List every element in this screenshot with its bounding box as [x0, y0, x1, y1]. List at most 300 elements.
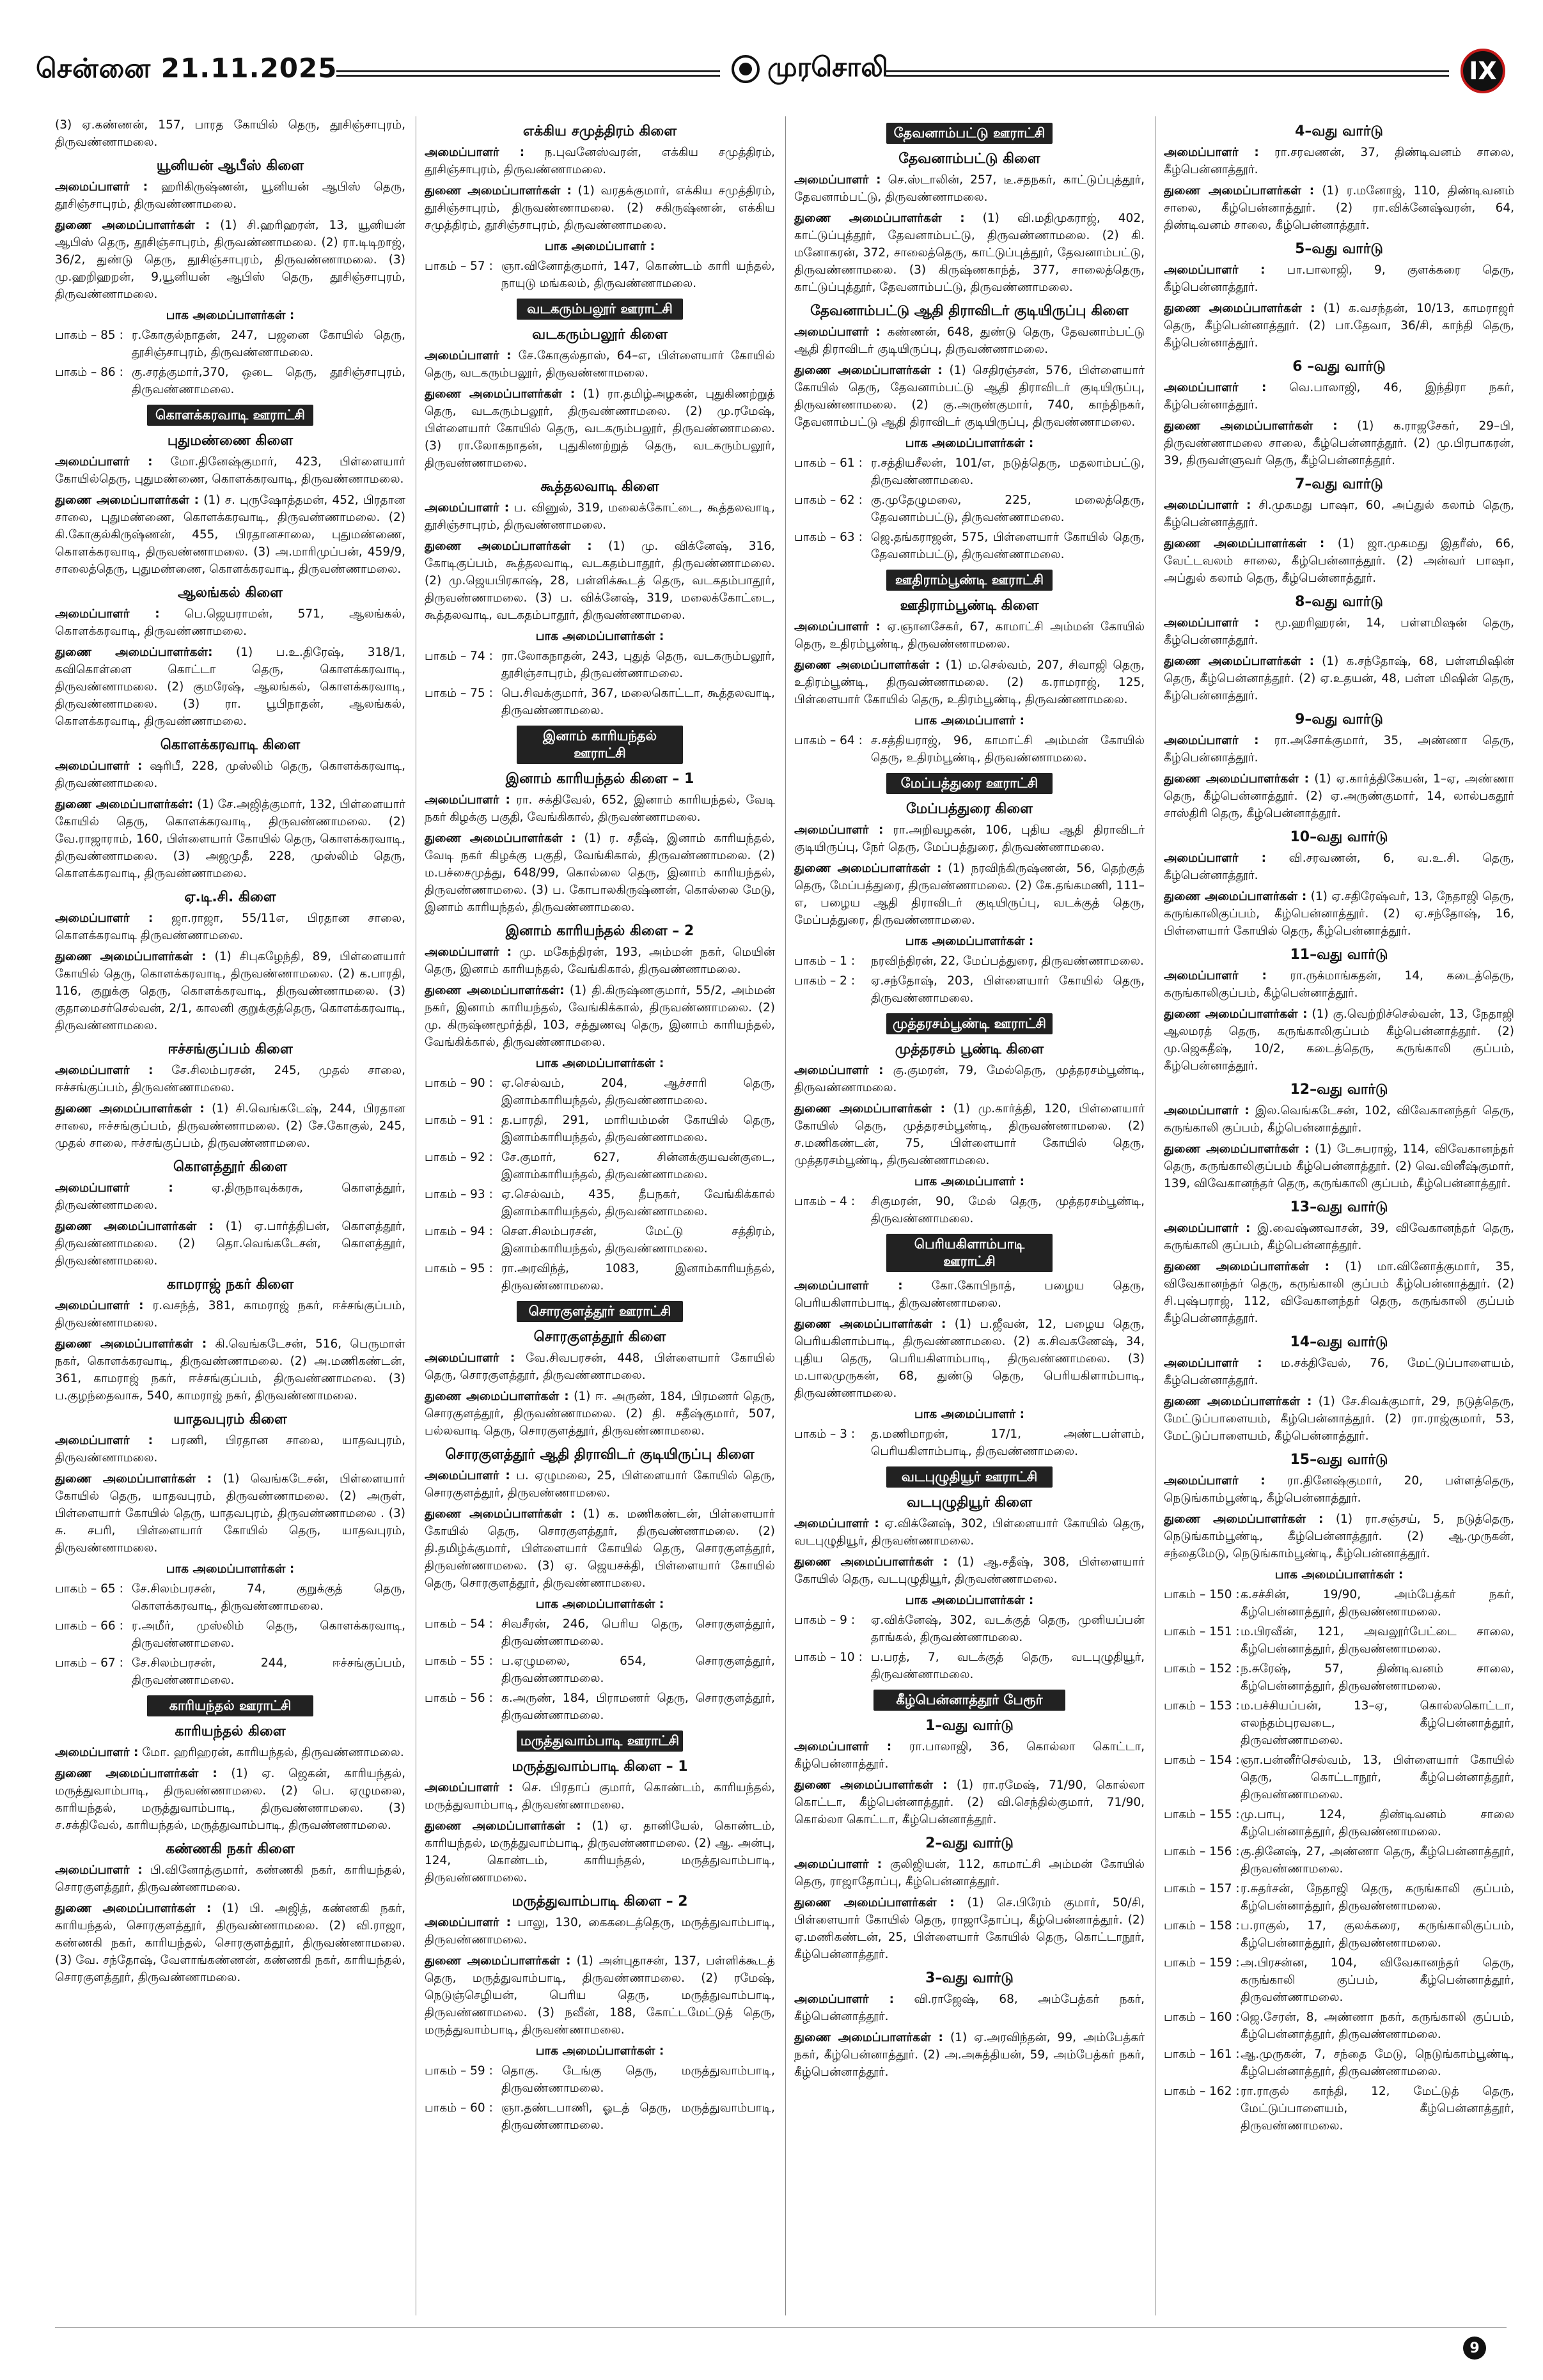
role-label: துணை அமைப்பாளர்கள் :	[55, 1337, 207, 1351]
role-label: துணை அமைப்பாளர்கள் :	[55, 1472, 212, 1486]
booth-entry	[1164, 2083, 1514, 2135]
organizer-paragraph	[794, 1062, 1145, 1096]
booth-entry	[55, 327, 405, 361]
organizer-details: (1) சிபுகழேந்தி, 89, பிள்ளையார் கோயில் தெரு, கொளக்கரவாடி, திருவண்ணாமலை. (2) க.பாரதி, 116, குறுக்கு தெரு, கொளக்கரவாடி, திருவண்ணாமலை. (3) குதாமைசர்செல்வன், 2/1, காலனி குறுக்குத்தெரு, கொளக்கரவாடி, திருவண்ணாமலை.	[55, 950, 405, 1032]
organizer-details: (1) க. மணிகண்டன், பிள்ளையார் கோயில் தெரு, சொரகுளத்தூர், திருவண்ணாமலை. (2) தி.தமிழ்க்குமார், பிள்ளையார் கோயில் தெரு, சொரகுளத்தூர், திருவண்ணாமலை. (3) ஏ. ஜெயசக்தி, பிள்ளையார் கோயில் தெரு, சொரகுளத்தூர், திருவண்ணாமலை.	[425, 1507, 775, 1590]
subsection-heading: பாக அமைப்பாளர்கள் :	[1274, 1568, 1404, 1582]
booth-entry	[425, 1615, 775, 1650]
organizer-paragraph	[55, 1744, 405, 1761]
booth-number: பாகம் – 67 :	[55, 1656, 123, 1670]
subsection-heading: பாக அமைப்பாளர்கள் :	[905, 935, 1034, 948]
branch-heading: 4–வது வார்டு	[1295, 123, 1383, 139]
role-label: அமைப்பாளர் :	[794, 325, 881, 339]
section-banner: கொளக்கரவாடி ஊராட்சி	[147, 405, 313, 426]
booth-number: பாகம் – 159 :	[1164, 1956, 1240, 1970]
branch-heading: 3–வது வார்டு	[925, 1970, 1014, 1986]
role-label: துணை அமைப்பாளர்கள் :	[794, 1778, 948, 1792]
organizer-details: (1) ஈ. அருண், 184, பிரமணர் தெரு, சொரகுளத்தூர், திருவண்ணாமலை. (2) தி. சதீஷ்குமார், 507, பல்லவாடி தெரு, சொரகுளத்தூர், திருவண்ணாமலை.	[425, 1390, 775, 1438]
organizer-paragraph	[794, 657, 1145, 708]
booth-entry	[1164, 1843, 1514, 1878]
booth-entry	[794, 1193, 1145, 1227]
section-banner: காரியந்தல் ஊராட்சி	[147, 1695, 313, 1716]
organizer-paragraph	[55, 453, 405, 488]
organizer-details: (1) க.வசந்தன், 10/13, காமராஜர் தெரு, கீழ்பென்னாத்தூர். (2) பா.தேவா, 36/சி, காந்தி தெரு, கீழ்பென்னாத்தூர்.	[1164, 302, 1514, 350]
role-label: அமைப்பாளர் :	[55, 759, 143, 773]
booth-organizer: நரவிந்திரன், 22, மேப்பத்துரை, திருவண்ணாமலை.	[871, 954, 1144, 968]
booth-entry	[55, 1617, 405, 1652]
branch-heading: கொளத்தூர் கிளை	[173, 1159, 287, 1175]
organizer-details: (1) ரா.ரமேஷ், 71/90, கொல்லா கொட்டா, கீழ்பென்னாத்தூர். (2) வி.செந்தில்குமார், 71/90, கொல்லா கொட்டா, கீழ்பென்னாத்தூர்.	[794, 1778, 1145, 1826]
role-label: துணை அமைப்பாளர்கள்:	[55, 798, 194, 811]
role-label: அமைப்பாளர் :	[794, 173, 881, 187]
booth-entry	[425, 1223, 775, 1257]
section-banner: மருத்துவாம்பாடி ஊராட்சி	[517, 1731, 683, 1752]
branch-heading: மேப்பத்துரை கிளை	[905, 801, 1033, 817]
subsection-heading: பாக அமைப்பாளர் :	[914, 1175, 1025, 1188]
organizer-paragraph	[1164, 888, 1514, 940]
role-label: துணை அமைப்பாளர்கள் :	[1164, 1142, 1310, 1156]
organizer-paragraph	[425, 499, 775, 534]
role-label: அமைப்பாளர் :	[1164, 1474, 1265, 1488]
role-label: துணை அமைப்பாளர்கள் :	[425, 1390, 569, 1403]
booth-organizer: கு.சரத்குமார்,370, ஒடை தெரு, தூசிஞ்சாபுரம், திருவண்ணாமலை.	[132, 366, 405, 396]
organizer-details: வி.சரவணன், 6, வ.உ.சி. தெரு, கீழ்பென்னாத்தூர்.	[1164, 852, 1514, 882]
organizer-details: (1) ஏ.பார்த்திபன், கொளத்தூர், திருவண்ணாமலை. (2) தொ.வெங்கடேசன், கொளத்தூர், திருவண்ணாமலை.	[55, 1220, 405, 1268]
organizer-details: ரா.ருக்மாங்கதன், 14, கடைத்தெரு, கருங்காலிகுப்பம், கீழ்பென்னாத்தூர்.	[1164, 969, 1514, 1000]
branch-heading: வடபுழுதியூர் கிளை	[906, 1495, 1033, 1511]
booth-number: பாகம் – 4 :	[794, 1195, 856, 1208]
organizer-paragraph	[425, 385, 775, 472]
role-label: துணை அமைப்பாளர்கள் :	[794, 2031, 943, 2044]
organizer-details: ஷரிபீ, 228, முஸ்லிம் தெரு, கொளக்கரவாடி, திருவண்ணாமலை.	[55, 759, 405, 790]
organizer-paragraph	[425, 144, 775, 178]
organizer-details: பரணி, பிரதான சாலை, யாதவபுரம், திருவண்ணாமலை.	[55, 1434, 405, 1465]
column-1	[55, 116, 405, 2315]
role-label: அமைப்பாளர் :	[55, 455, 153, 469]
organizer-details: மோ.தினேஷ்குமார், 423, பிள்ளையார் கோயில்தெரு, புதுமண்ணை, கொளக்கரவாடி, திருவண்ணாமலை.	[55, 455, 405, 486]
role-label: அமைப்பாளர் :	[55, 1064, 153, 1077]
organizer-paragraph	[794, 1991, 1145, 2025]
organizer-paragraph	[55, 1335, 405, 1404]
booth-organizer: கு.முதேழுமலை, 225, மலைத்தெரு, தேவனாம்பட்டு, திருவண்ணாமலை.	[871, 494, 1145, 524]
role-label: துணை அமைப்பாளர்கள் :	[425, 184, 572, 198]
role-label: துணை அமைப்பாளர்கள்:	[55, 646, 213, 659]
booth-number: பாகம் – 85 :	[55, 329, 123, 342]
masthead	[36, 51, 1507, 92]
organizer-details: ரா.தினேஷ்குமார், 20, பள்ளத்தெரு, நெடுங்காம்பூண்டி, கீழ்பென்னாத்தூர்.	[1164, 1474, 1514, 1505]
organizer-paragraph	[1164, 497, 1514, 531]
organizer-paragraph	[794, 1738, 1145, 1773]
section-banner: வடபுழுதியூர் ஊராட்சி	[886, 1466, 1053, 1488]
organizer-paragraph	[1164, 653, 1514, 704]
organizer-details: ஏ.விக்னேஷ், 302, பிள்ளையார் கோயில் தெரு, வடபுழுதியூர், திருவண்ணாமலை.	[794, 1517, 1145, 1548]
role-label: அமைப்பாளர் :	[55, 1863, 143, 1877]
organizer-paragraph	[55, 1062, 405, 1096]
branch-heading: சொரகுளத்தூர் கிளை	[533, 1329, 666, 1345]
booth-entry	[55, 364, 405, 398]
section-banner: சொரகுளத்தூர் ஊராட்சி	[517, 1301, 683, 1322]
organizer-details: பாலு, 130, கைகடைத்தெரு, மருத்துவாம்பாடி, திருவண்ணாமலை.	[425, 1916, 775, 1947]
organizer-details: (1) ப.ஜீவன், 12, பழைய தெரு, பெரியகிளாம்பாடி, திருவண்ணாமலை. (2) க.சிவகணேஷ், 34, புதிய தெரு, பெரியகிளாம்பாடி, திருவண்ணாமலை. (3) ம.பாலமுருகன், 68, துண்டு தெரு, பெரியகிளாம்பாடி, திருவண்ணாமலை.	[794, 1318, 1145, 1400]
organizer-paragraph	[55, 1432, 405, 1466]
column-2	[425, 116, 775, 2315]
organizer-paragraph	[55, 1470, 405, 1557]
booth-number: பாகம் – 55 :	[425, 1654, 493, 1668]
booth-organizer: ரா.லோகநாதன், 243, புதுத் தெரு, வடகரும்பலூர், தூசிஞ்சாபுரம், திருவண்ணாமலை.	[501, 649, 775, 680]
organizer-details: செ. பிரதாப் குமார், கொண்டம், காரியந்தல், மருத்துவாம்பாடி, திருவண்ணாமலை.	[425, 1781, 775, 1812]
booth-number: பாகம் – 56 :	[425, 1692, 493, 1705]
branch-heading: யாதவபுரம் கிளை	[173, 1412, 287, 1427]
organizer-paragraph	[794, 1777, 1145, 1828]
organizer-paragraph	[1164, 1355, 1514, 1389]
organizer-details: (1) வி.மதிமுகராஜ், 402, காட்டுப்புத்தூர், தேவனாம்பட்டு, திருவண்ணாமலை. (2) கி. மனோகரன், 372, சாலைத்தெரு, காட்டுப்புத்தூர், தேவனாம்பட்டு, திருவண்ணாமலை. (3) கிருஷ்ணகாந்த், 377, சாலைத்தெரு, காட்டுப்புத்தூர், தேவனாம்பட்டு, திருவண்ணாமலை.	[794, 212, 1145, 294]
booth-entry	[794, 1649, 1145, 1683]
booth-entry	[1164, 2046, 1514, 2080]
role-label: அமைப்பாளர் :	[55, 912, 153, 925]
branch-heading: ஏ.டி.சி. கிளை	[184, 889, 276, 905]
organizer-paragraph	[55, 1179, 405, 1214]
booth-number: பாகம் – 93 :	[425, 1188, 493, 1201]
role-label: துணை அமைப்பாளர்கள் :	[794, 862, 942, 875]
booth-entry	[1164, 1752, 1514, 1803]
role-label: அமைப்பாளர் :	[425, 146, 525, 159]
organizer-details: குலிஜியன், 112, காமாட்சி அம்மன் கோயில் தெரு, ராஜாதோப்பு, கீழ்பென்னாத்தூர்.	[794, 1858, 1145, 1888]
organizer-paragraph	[55, 1100, 405, 1152]
branch-heading: இனாம் காரியந்தல் கிளை – 1	[505, 771, 694, 787]
role-label: அமைப்பாளர் :	[1164, 381, 1267, 394]
booth-organizer: ஞா.தண்டபாணி, ஓடத் தெரு, மருத்துவாம்பாடி, திருவண்ணாமலை.	[501, 2101, 775, 2132]
organizer-details: (1) நரவிந்கிருஷ்ணன், 56, தெற்குத் தெரு, மேப்பத்துரை, திருவண்ணாமலை. (2) கே.தங்கமணி, 111–எ, பழைய ஆதி திராவிடர் குடியிருப்பு, வடக்குத் தெரு, மேப்பத்துரை, திருவண்ணாமலை.	[794, 862, 1145, 927]
role-label: துணை அமைப்பாளர்கள் :	[425, 1507, 576, 1521]
role-label: அமைப்பாளர் :	[794, 1858, 882, 1871]
organizer-details: செ.ஸ்டாலின், 257, டீ.சதநகர், காட்டுப்புத்தூர், தேவனாம்பட்டு, திருவண்ணாமலை.	[794, 173, 1145, 204]
role-label: அமைப்பாளர் :	[794, 823, 884, 837]
booth-entry	[794, 1612, 1145, 1646]
booth-organizer: பெ.சிவக்குமார், 367, மலைகொட்டா, கூத்தலவாடி, திருவண்ணாமலை.	[501, 687, 775, 717]
section-banner: கீழ்பென்னாத்தூர் பேரூர்	[873, 1690, 1065, 1711]
organizer-details: பெ.ஜெயராமன், 571, ஆலங்கல், கொளக்கரவாடி, திருவண்ணாமலை.	[55, 607, 405, 638]
subsection-heading: பாக அமைப்பாளர் :	[914, 714, 1025, 727]
organizer-details: (1) ரா.சஞ்சய், 5, நடுத்தெரு, நெடுங்காம்பூண்டி, கீழ்பென்னாத்தூர். (2) ஆ.முருகன், சந்தைமேடு, நெடுங்காம்பூண்டி, கீழ்பென்னாத்தூர்.	[1164, 1513, 1514, 1560]
role-label: துணை அமைப்பாளர்கள் :	[1164, 419, 1338, 433]
role-label: துணை அமைப்பாளர்கள் :	[55, 494, 200, 507]
branch-heading: 15–வது வார்டு	[1290, 1452, 1388, 1468]
page-number-badge: IX	[1461, 49, 1505, 93]
booth-number: பாகம் – 54 :	[425, 1617, 493, 1631]
role-label: துணை அமைப்பாளர்கள் :	[55, 1220, 214, 1233]
role-label: அமைப்பாளர் :	[1164, 1104, 1249, 1117]
branch-heading: எக்கிய சமுத்திரம் கிளை	[522, 123, 677, 139]
organizer-details: (1) அன்புதாசன், 137, பள்ளிக்கூடத் தெரு, மருத்துவாம்பாடி, திருவண்ணாமலை. (2) ரமேஷ், நெடுஞ்செழியன், பெரிய தெரு, மருத்துவாம்பாடி, திருவண்ணாமலை. (3) நவீன், 188, கோட்டமேட்டுத் தெரு, மருத்துவாம்பாடி, திருவண்ணாமலை.	[425, 1954, 775, 2037]
branch-heading: ஈச்சங்குப்பம் கிளை	[168, 1041, 293, 1057]
organizer-details: (1) ம.செல்வம், 207, சிவாஜி தெரு, உதிரம்பூண்டி, திருவண்ணாமலை. (2) க.ராமராஜ், 125, பிள்ளையார் கோயில் தெரு, உதிரம்பூண்டி, திருவண்ணாமலை.	[794, 658, 1145, 706]
organizer-paragraph	[425, 182, 775, 234]
booth-organizer: ஜெ.சேரன், 8, அண்ணா நகர், கருங்காலி குப்பம், கீழ்பென்னாத்தூர், திருவண்ணாமலை.	[1241, 2011, 1514, 2041]
organizer-details: (1) ஏ.அரவிந்தன், 99, அம்பேத்கர் நகர், கீழ்பென்னாத்தூர். (2) அ.அசுத்தியன், 59, அம்பேத்கர் நகர், கீழ்பென்னாத்தூர்.	[794, 2031, 1145, 2079]
booth-organizer: ரா.அரவிந்த், 1083, இனாம்காரியந்தல், திருவண்ணாமலை.	[501, 1262, 775, 1293]
page-marker: 9	[1463, 2337, 1486, 2360]
organizer-paragraph	[425, 830, 775, 916]
organizer-details: (1) செதிரஞ்சன், 576, பிள்ளையார் கோயில் தெரு, தேவனாம்பட்டு ஆதி திராவிடர் குடியிருப்பு, திருவண்ணாமலை. (2) கு.அருண்குமார், 740, காந்திநகர், தேவனாம்பட்டு ஆதி திராவிடர் குடியிருப்பு, திருவண்ணாமலை.	[794, 364, 1145, 429]
organizer-paragraph	[1164, 417, 1514, 469]
organizer-paragraph	[794, 210, 1145, 296]
organizer-details: ரா. சக்திவேல், 652, இனாம் காரியந்தல், வேடி நகர் கிழக்கு பகுதி, வேங்கிகால், திருவண்ணாமலை.	[425, 793, 775, 824]
branch-heading: கூத்தலவாடி கிளை	[540, 479, 659, 495]
branch-heading: கொளக்கரவாடி கிளை	[160, 737, 301, 753]
role-label: துணை அமைப்பாளர்கள் :	[1164, 1513, 1324, 1526]
booth-entry	[425, 2099, 775, 2134]
booth-organizer: க.சச்சின், 19/90, அம்பேத்கர் நகர், கீழ்பென்னாத்தூர், திருவண்ணாமலை.	[1241, 1588, 1514, 1619]
subsection-heading: பாக அமைப்பாளர்கள் :	[905, 1594, 1034, 1607]
section-banner: இனாம் காரியந்தல் ஊராட்சி	[517, 726, 683, 764]
organizer-details: (3) ஏ.கண்ணன், 157, பாரத கோயில் தெரு, தூசிஞ்சாபுரம், திருவண்ணாமலை.	[55, 118, 405, 149]
organizer-details: கண்ணன், 648, துண்டு தெரு, தேவனாம்பட்டு ஆதி திராவிடர் குடியிருப்பு, திருவண்ணாமலை.	[794, 325, 1145, 356]
booth-organizer: ரா.ராகுல் காந்தி, 12, மேட்டுத் தெரு, மேட்டுப்பாளையம், கீழ்பென்னாத்தூர், திருவண்ணாமலை.	[1241, 2085, 1514, 2133]
organizer-details: ந.புவனேஸ்வரன், எக்கிய சமுத்திரம், தூசிஞ்சாபுரம், திருவண்ணாமலை.	[425, 146, 775, 176]
booth-number: பாகம் – 57 :	[425, 260, 493, 273]
booth-organizer: ஏ.விக்னேஷ், 302, வடக்குத் தெரு, முனியப்பன் தாங்கல், திருவண்ணாமலை.	[871, 1614, 1145, 1644]
role-label: துணை அமைப்பாளர்கள் :	[55, 219, 210, 232]
branch-heading: 8–வது வார்டு	[1295, 594, 1383, 610]
role-label: துணை அமைப்பாளர்கள் :	[1164, 1260, 1330, 1273]
booth-organizer: ச.சத்தியராஜ், 96, காமாட்சி அம்மன் கோயில் தெரு, உதிரம்பூண்டி, திருவண்ணாமலை.	[871, 734, 1145, 765]
organizer-details: வெ.பாலாஜி, 46, இந்திரா நகர், கீழ்பென்னாத்தூர்.	[1164, 381, 1514, 412]
booth-number: பாகம் – 1 :	[794, 954, 856, 968]
booth-number: பாகம் – 91 :	[425, 1114, 493, 1127]
edition-date: சென்னை 21.11.2025	[36, 52, 338, 84]
branch-heading: 2–வது வார்டு	[925, 1835, 1014, 1851]
booth-organizer: ஞா.வினோத்குமார், 147, கொண்டம் காரி யந்தல், நாயுடு மங்கலம், திருவண்ணாமலை.	[501, 260, 775, 290]
branch-heading: 1–வது வார்டு	[925, 1718, 1014, 1734]
organizer-paragraph	[1164, 1258, 1514, 1327]
booth-entry	[1164, 1586, 1514, 1621]
role-label: துணை அமைப்பாளர்கள் :	[794, 364, 943, 377]
organizer-details: ரா.பாலாஜி, 36, கொல்லா கொட்டா, கீழ்பென்னாத்தூர்.	[794, 1740, 1145, 1771]
booth-number: பாகம் – 155 :	[1164, 1808, 1240, 1821]
organizer-paragraph	[1164, 535, 1514, 587]
role-label: அமைப்பாளர் :	[1164, 734, 1259, 747]
section-banner: வடகரும்பலூர் ஊராட்சி	[517, 299, 683, 320]
organizer-paragraph	[1164, 261, 1514, 296]
organizer-paragraph	[55, 116, 405, 151]
branch-heading: வடகரும்பலூர் கிளை	[532, 327, 668, 343]
section-banner: பெரியகிளாம்பாடி ஊராட்சி	[886, 1234, 1053, 1272]
organizer-details: (1) பி. அஜித், கண்ணகி நகர், காரியந்தல், சொரகுளத்தூர், திருவண்ணாமலை. (2) வி.ராஜா, கண்ணகி நகர், காரியந்தல், சொரகுளத்தூர், திருவண்ணாமலை. (3) வே. சந்தோஷ், வேளாங்கண்ணன், கண்ணகி நகர், காரியந்தல், சொரகுளத்தூர், திருவண்ணாமலை.	[55, 1902, 405, 1984]
newspaper-logo	[732, 51, 888, 86]
organizer-details: (1) ப.உ.திரேஷ், 318/1, கவிகொள்ளை கொட்டா தெரு, கொளக்கரவாடி, திருவண்ணாமலை. (2) குமரேஷ், ஆலங்கல், கொளக்கரவாடி, திருவண்ணாமலை. (3) ரா. பூபிநாதன், ஆலங்கல், கொளக்கரவாடி, திருவண்ணாமலை.	[55, 646, 405, 728]
organizer-paragraph	[425, 1817, 775, 1886]
organizer-details: ஏ.திருநாவுக்கரசு, கொளத்தூர், திருவண்ணாமலை.	[55, 1181, 405, 1212]
booth-number: பாகம் – 92 :	[425, 1151, 493, 1164]
organizer-paragraph	[425, 1349, 775, 1384]
organizer-paragraph	[794, 1515, 1145, 1550]
role-label: துணை அமைப்பாளர்கள் :	[794, 1896, 955, 1909]
booth-organizer: ஜெ.தங்கராஜன், 575, பிள்ளையார் கோயில் தெரு, தேவனாம்பட்டு, திருவண்ணாமலை.	[871, 531, 1145, 561]
role-label: அமைப்பாளர் :	[425, 501, 510, 515]
booth-entry	[1164, 1806, 1514, 1840]
branch-heading: முத்தரசம் பூண்டி கிளை	[895, 1041, 1044, 1057]
branch-heading: ஆலங்கல் கிளை	[177, 585, 283, 601]
organizer-details: (1) ஏ. ஜெகன், காரியந்தல், மருத்துவாம்பாடி, திருவண்ணாமலை. (2) பெ. ஏழுமலை, காரியந்தல், மருத்துவாம்பாடி, திருவண்ணாமலை. (3) ச.சக்திவேல், காரியந்தல், மருத்துவாம்பாடி, திருவண்ணாமலை.	[55, 1767, 405, 1832]
booth-entry	[794, 972, 1145, 1007]
newspaper-name: முரசொலி	[767, 51, 888, 82]
booth-entry	[794, 455, 1145, 489]
organizer-paragraph	[55, 1900, 405, 1986]
booth-organizer: ம.பிரவீன், 121, அவலூர்பேட்டை சாலை, கீழ்பென்னாத்தூர், திருவண்ணாமலை.	[1241, 1625, 1514, 1656]
organizer-paragraph	[55, 178, 405, 213]
role-label: அமைப்பாளர் :	[55, 1299, 144, 1312]
organizer-paragraph	[55, 1218, 405, 1270]
organizer-paragraph	[55, 910, 405, 944]
booth-entry	[425, 1075, 775, 1109]
branch-heading: காரியந்தல் கிளை	[175, 1723, 286, 1739]
organizer-paragraph	[55, 644, 405, 730]
booth-number: பாகம் – 74 :	[425, 649, 493, 663]
booth-number: பாகம் – 153 :	[1164, 1699, 1240, 1713]
role-label: அமைப்பாளர் :	[55, 1746, 139, 1759]
organizer-details: (1) வரதக்குமார், எக்கிய சமுத்திரம், தூசிஞ்சாபுரம், திருவண்ணாமலை. (2) சகிருஷ்ணன், எக்கிய சமுத்திரம், தூசிஞ்சாபுரம், திருவண்ணாமலை.	[425, 184, 775, 232]
role-label: துணை அமைப்பாளர்கள் :	[425, 1954, 571, 1968]
booth-entry	[1164, 1880, 1514, 1915]
role-label: அமைப்பாளர் :	[1164, 263, 1265, 277]
bottom-rule	[55, 2327, 1507, 2328]
booth-entry	[425, 1149, 775, 1183]
role-label: துணை அமைப்பாளர்கள் :	[55, 1767, 217, 1780]
booth-entry	[794, 953, 1145, 970]
organizer-details: சி.முகமது பாஷா, 60, அப்துல் கலாம் தெரு, கீழ்பென்னாத்தூர்.	[1164, 499, 1514, 529]
organizer-paragraph	[55, 796, 405, 882]
organizer-details: ஜா.ராஜா, 55/11எ, பிரதான சாலை, கொளக்கரவாடி திருவண்ணாமலை.	[55, 912, 405, 942]
booth-entry	[425, 1260, 775, 1295]
organizer-details: (1) செ.பிரேம் குமார், 50/சி, பிள்ளையார் கோயில் தெரு, ராஜாதோப்பு, கீழ்பென்னாத்தூர். (2) ஏ.மணிகண்டன், 25, பிள்ளையார் கோயில் தெரு, கொட்டாநூர், கீழ்பென்னாத்தூர்.	[794, 1896, 1145, 1961]
booth-organizer: ர.அமீர், முஸ்லிம் தெரு, கொளக்கரவாடி, திருவண்ணாமலை.	[132, 1619, 405, 1650]
booth-number: பாகம் – 161 :	[1164, 2048, 1240, 2061]
role-label: துணை அமைப்பாளர்கள் :	[55, 1102, 205, 1116]
role-label: அமைப்பாளர் :	[794, 1064, 884, 1077]
organizer-details: (1) ஏ.கார்த்திகேயன், 1–ஏ, அண்ணா தெரு, கீழ்பென்னாத்தூர். (2) ஏ.அருண்குமார், 14, லால்பகதூர் சாஸ்திரி தெரு, கீழ்பென்னாத்தூர்.	[1164, 772, 1514, 820]
organizer-details: (1) டேசுபராஜ், 114, விவேகானந்தர் தெரு, கருங்காலிகுப்பம் கீழ்பென்னாத்தூர். (2) வெ.வினீஷ்குமார், 139, விவேகானந்தர் தெரு, கருங்காலி குப்பம், கீழ்பென்னாத்தூர்.	[1164, 1142, 1514, 1190]
branch-heading: மருத்துவாம்பாடி கிளை – 1	[512, 1759, 688, 1775]
role-label: துணை அமைப்பாளர்கள் :	[425, 540, 592, 553]
organizer-paragraph	[425, 982, 775, 1051]
booth-organizer: த.பாரதி, 291, மாரியம்மன் கோயில் தெரு, இனாம்காரியந்தல், திருவண்ணாமலை.	[501, 1114, 775, 1144]
organizer-details: சே.கோகுல்தாஸ், 64–எ, பிள்ளையார் கோயில் தெரு, வடகரும்பலூர், திருவண்ணாமலை.	[425, 349, 775, 380]
organizer-paragraph	[794, 1316, 1145, 1402]
organizer-paragraph	[425, 944, 775, 978]
organizer-paragraph	[425, 1952, 775, 2039]
organizer-paragraph	[794, 860, 1145, 929]
organizer-paragraph	[55, 948, 405, 1034]
booth-entry	[794, 732, 1145, 766]
role-label: அமைப்பாளர் :	[425, 945, 512, 959]
organizer-details: (1) ர.மனோஜ், 110, திண்டிவனம் சாலை, கீழ்பென்னாத்தூர். (2) ரா.விக்னேஷ்வரன், 64, திண்டிவனம் சாலை, கீழ்பென்னாத்தூர்.	[1164, 184, 1514, 232]
booth-entry	[425, 648, 775, 682]
role-label: அமைப்பாளர் :	[55, 1434, 153, 1447]
organizer-paragraph	[425, 1779, 775, 1814]
organizer-paragraph	[425, 347, 775, 382]
role-label: அமைப்பாளர் :	[55, 1181, 173, 1195]
organizer-details: (1) சி.வெங்கடேஷ், 244, பிரதான சாலை, ஈச்சங்குப்பம், திருவண்ணாமலை. (2) சே.கோகுல், 245, முதல் சாலை, ஈச்சங்குப்பம், திருவண்ணாமலை.	[55, 1102, 405, 1150]
organizer-details: ப. வினுல், 319, மலைக்கோட்டை, கூத்தலவாடி, தூசிஞ்சாபுரம், திருவண்ணாமலை.	[425, 501, 775, 532]
booth-organizer: கு.தினேஷ், 27, அண்ணா தெரு, கீழ்பென்னாத்தூர், திருவண்ணாமலை.	[1241, 1845, 1514, 1876]
role-label: அமைப்பாளர் :	[55, 180, 148, 194]
role-label: அமைப்பாளர் :	[425, 793, 510, 807]
booth-organizer: ஏ.செல்வம், 435, தீபநகர், வேங்கிக்கால் இனாம்காரியந்தல், திருவண்ணாமலை.	[501, 1188, 775, 1218]
organizer-details: பா.பாலாஜி, 9, குளக்கரை தெரு, கீழ்பென்னாத்தூர்.	[1164, 263, 1514, 294]
organizer-details: ஹரிகிருஷ்ணன், யூனியன் ஆபிஸ் தெரு, தூசிஞ்சாபுரம், திருவண்ணாமலை.	[55, 180, 405, 211]
booth-entry	[425, 1186, 775, 1220]
booth-organizer: சே.குமார், 627, சின்னக்குயவன்குடை, இனாம்காரியந்தல், திருவண்ணாமலை.	[501, 1151, 775, 1181]
organizer-paragraph	[1164, 1472, 1514, 1507]
booth-organizer: ஏ.செல்வம், 204, ஆச்சாரி தெரு, இனாம்காரியந்தல், திருவண்ணாமலை.	[501, 1077, 775, 1107]
organizer-paragraph	[1164, 1511, 1514, 1562]
booth-organizer: சே.சிலம்பரசன், 244, ஈச்சங்குப்பம், திருவண்ணாமலை.	[132, 1656, 405, 1687]
section-banner: ஊதிராம்பூண்டி ஊராட்சி	[886, 570, 1053, 591]
booth-number: பாகம் – 65 :	[55, 1582, 123, 1596]
organizer-details: (1) ஆ.சதீஷ், 308, பிள்ளையார் கோயில் தெரு, வடபுழுதியூர், திருவண்ணாமலை.	[794, 1555, 1145, 1586]
organizer-paragraph	[55, 1297, 405, 1332]
booth-organizer: ப.பரத், 7, வடக்குத் தெரு, வடபுழுதியூர், திருவண்ணாமலை.	[871, 1651, 1145, 1681]
branch-heading: 11–வது வார்டு	[1290, 947, 1388, 963]
role-label: துணை அமைப்பாளர்கள் :	[794, 1318, 946, 1331]
role-label: துணை அமைப்பாளர்கள் :	[1164, 890, 1307, 903]
role-label: அமைப்பாளர் :	[1164, 852, 1267, 865]
booth-organizer: ப.ராகுல், 17, குலக்கரை, கருங்காலிகுப்பம், கீழ்பென்னாத்தூர், திருவண்ணாமலை.	[1241, 1919, 1514, 1950]
branch-heading: தேவனாம்பட்டு கிளை	[898, 151, 1040, 167]
organizer-details: மோ. ஹரிஹரன், காரியந்தல், திருவண்ணாமலை.	[138, 1746, 404, 1759]
role-label: அமைப்பாளர் :	[1164, 969, 1267, 983]
role-label: அமைப்பாளர் :	[425, 349, 512, 362]
booth-organizer: ர.கோகுல்நாதன், 247, பஜனை கோயில் தெரு, தூசிஞ்சாபுரம், திருவண்ணாமலை.	[132, 329, 405, 359]
rising-sun-icon	[732, 55, 760, 83]
organizer-details: (1) மா.வினோத்குமார், 35, விவேகானந்தர் தெரு, கருங்காலி குப்பம் கீழ்பென்னாத்தூர். (2) சி.புஷ்பராஜ், 112, விவேகானந்தர் தெரு, கருங்காலி குப்பம் கீழ்பென்னாத்தூர்.	[1164, 1260, 1514, 1325]
organizer-details: (1) வெங்கடேசன், பிள்ளையார் கோயில் தெரு, யாதவபுரம், திருவண்ணாமலை. (2) அருள், பிள்ளையார் கோயில் தெரு, யாதவபுரம், திருவண்ணாமலை . (3) சு. சபரி, பிள்ளையார் கோயில் தெரு, யாதவபுரம், திருவண்ணாமலை.	[55, 1472, 405, 1555]
role-label: அமைப்பாளர் :	[794, 1517, 879, 1530]
role-label: துணை அமைப்பாளர்கள் :	[55, 1902, 212, 1915]
booth-number: பாகம் – 60 :	[425, 2101, 493, 2115]
organizer-details: மு. மகேந்திரன், 193, அம்மன் நகர், மெயின் தெரு, இனாம் காரியந்தல், வேங்கிகால், திருவண்ணாமலை.	[425, 945, 775, 976]
booth-entry	[55, 1654, 405, 1689]
organizer-paragraph	[1164, 614, 1514, 649]
booth-number: பாகம் – 157 :	[1164, 1882, 1240, 1895]
organizer-details: (1) ஜா.முகமது இதரீஸ், 66, வேட்டவலம் சாலை, கீழ்பென்னாத்தூர். (2) அன்வர் பாஷா, அப்துல் கலாம் தெரு, கீழ்பென்னாத்தூர்.	[1164, 537, 1514, 585]
organizer-details: இ.வைஷ்ணவாசன், 39, விவேகானந்தர் தெரு, கருங்காலி குப்பம், கீழ்பென்னாத்தூர்.	[1164, 1222, 1514, 1252]
booth-organizer: ஆ.முருகன், 7, சந்தை மேடு, நெடுங்காம்பூண்டி, கீழ்பென்னாத்தூர், திருவண்ணாமலை.	[1241, 2048, 1514, 2078]
organizer-paragraph	[794, 821, 1145, 856]
organizer-paragraph	[1164, 967, 1514, 1002]
subsection-heading: பாக அமைப்பாளர்கள் :	[535, 2044, 664, 2058]
booth-entry	[425, 1112, 775, 1146]
subsection-heading: பாக அமைப்பாளர் :	[544, 240, 655, 253]
booth-organizer: ம.பச்சியப்பன், 13–ஏ, கொல்லகொட்டா, எலந்தம்புரவடை, கீழ்பென்னாத்தூர், திருவண்ணாமலை.	[1241, 1699, 1514, 1747]
organizer-paragraph	[1164, 182, 1514, 234]
organizer-details: கி.வெங்கடேசன், 516, பெருமாள் நகர், கொளக்கரவாடி, திருவண்ணாமலை. (2) அ.மணிகண்டன், 361, காமராஜ் நகர், ஈச்சங்குப்பம், திருவண்ணாமலை. (3) ப.குழந்தைவாசு, 540, காமராஜ் நகர், திருவண்ணாமலை.	[55, 1337, 405, 1403]
role-label: அமைப்பாளர் :	[1164, 616, 1259, 630]
organizer-paragraph	[425, 538, 775, 624]
organizer-details: சே.சிலம்பரசன், 245, முதல் சாலை, ஈச்சங்குப்பம், திருவண்ணாமலை.	[55, 1064, 405, 1094]
organizer-paragraph	[1164, 770, 1514, 822]
booth-organizer: தொகு. டேங்கு தெரு, மருத்துவாம்பாடி, திருவண்ணாமலை.	[501, 2064, 775, 2095]
branch-heading: 12–வது வார்டு	[1290, 1082, 1388, 1098]
subsection-heading: பாக அமைப்பாளர்கள் :	[166, 1562, 295, 1576]
organizer-paragraph	[1164, 379, 1514, 414]
organizer-details: (1) ஏ.சதிரேஷ்வர், 13, நேதாஜி தெரு, கருங்காலிகுப்பம், கீழ்பென்னாத்தூர். (2) ஏ.சந்தோஷ், 16, பிள்ளையார் கோயில் தெரு, கீழ்பென்னாத்தூர்.	[1164, 890, 1514, 938]
booth-number: பாகம் – 59 :	[425, 2064, 493, 2078]
booth-entry	[1164, 1623, 1514, 1658]
organizer-details: இல.வெங்கடேசன், 102, விவேகானந்தர் தெரு, கருங்காலி குப்பம், கீழ்பென்னாத்தூர்.	[1164, 1104, 1514, 1135]
masthead-rule-left	[336, 70, 720, 77]
booth-entry	[1164, 2009, 1514, 2043]
